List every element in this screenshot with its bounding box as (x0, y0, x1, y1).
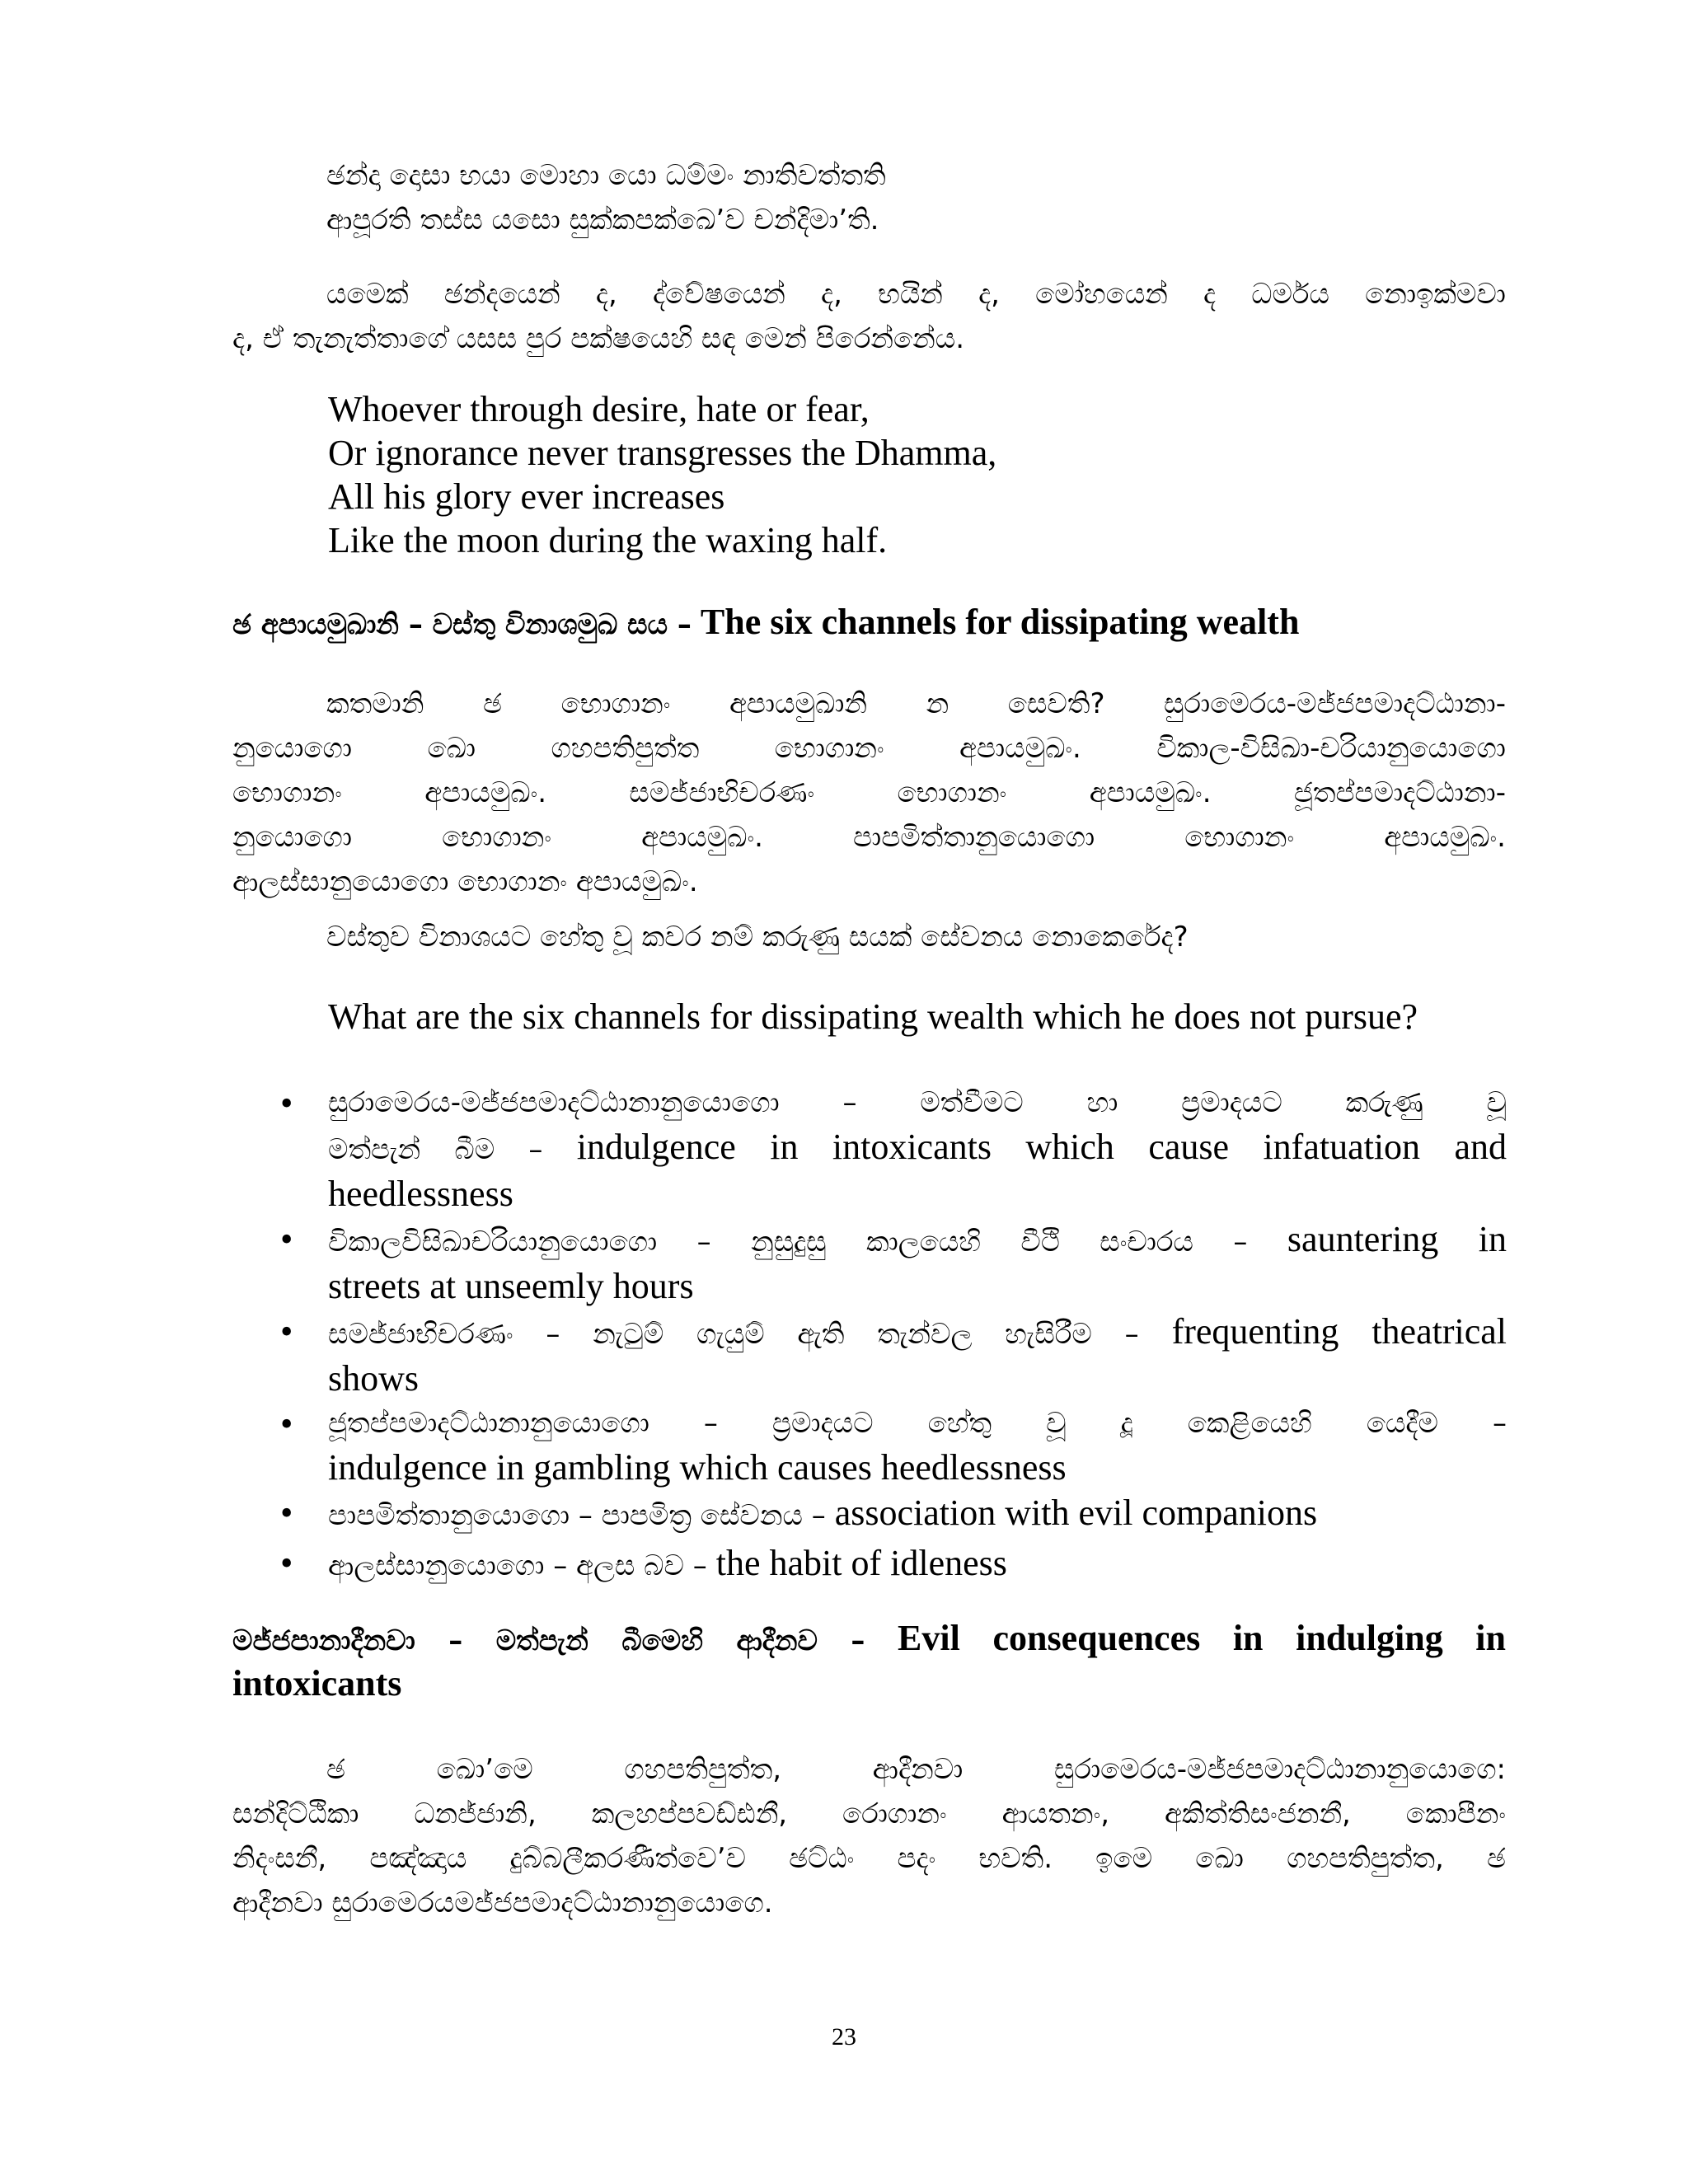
section-heading-line (232, 1617, 1506, 1662)
list-item-line: heedlessness (328, 1174, 513, 1214)
section-heading-sinhala: ඡ අපායමුඛානි – වස්තු විනාශමුඛ සය – (232, 608, 692, 641)
paragraph-line: නුයොගො භොගානං අපායමුඛං. පාපමිත්තානුයොගො භොගානං අපායමුඛං. (232, 821, 1506, 854)
sinhala-question-text: වස්තුව විනාශයට හේතු වූ කවර නම් කරුණු සයක් සේවනය නොකෙරේද? (326, 921, 1189, 954)
paragraph-line: භොගානං අපායමුඛං. සමජ්ජාභිචරණං භොගානං අපායමුඛං. ජූතප්පමාදට්ඨානා- (232, 776, 1506, 809)
six-channels-list (280, 1081, 1507, 1588)
english-verse-line: Whoever through desire, hate or fear, (328, 389, 870, 429)
list-item (280, 1310, 1507, 1400)
list-item-sinhala: පාපමිත්තානුයොගො – පාපමිත්‍ර සේවනය – (328, 1499, 826, 1532)
section-heading-english: Evil consequences in indulging in (898, 1618, 1507, 1658)
paragraph-line: කතමානි ඡ භොගානං අපායමුඛානි න සෙවති? සුරාමෙරය-මජ්ජපමාදට්ඨානා- (326, 687, 1506, 720)
list-item-sinhala: විකාලවිසිඛාචරියානුයොගො – නුසුදුසු කාලයෙහි වීථි සංචාරය – (328, 1226, 1248, 1258)
list-item-english: the habit of idleness (715, 1543, 1007, 1583)
list-item-line (328, 1217, 1507, 1264)
section-heading-evil-consequences (232, 1617, 1506, 1705)
paragraph-line: ද, ඒ තැනැත්තාගේ යසස පුර පක්ෂයෙහි සඳ මෙන් පිරෙන්නේය. (232, 322, 965, 355)
english-verse-line: Or ignorance never transgresses the Dhamma, (328, 433, 997, 473)
paragraph-line: ඡ ඛො’මෙ ගහපතිපුත්ත, ආදීනවා සුරාමෙරය-මජ්ජපමාදට්ඨානානුයොගෙ: (326, 1753, 1506, 1786)
list-item-line (328, 1310, 1507, 1357)
english-verse (328, 387, 996, 562)
paragraph-line: ආදීනවා සුරාමෙරයමජ්ජපමාදට්ඨානානුයොගෙ. (232, 1886, 773, 1919)
list-item (280, 1217, 1507, 1308)
list-item-english: frequenting theatrical (1171, 1311, 1507, 1352)
pali-paragraph (232, 682, 1506, 904)
list-item-line: සුරාමෙරය-මජ්ජපමාදට්ඨානානුයොගො – මත්වීමට හා ප්‍රමාදයට කරුණු වූ (328, 1086, 1507, 1119)
list-item-line (328, 1125, 1507, 1172)
list-item-sinhala: සමජ්ජාභිචරණං – නැටුම් ගැයුම් ඇති තැන්වල හැසිරීම – (328, 1318, 1139, 1351)
section-heading-english: The six channels for dissipating wealth (700, 602, 1300, 642)
pali-paragraph (232, 1747, 1506, 1925)
sinhala-question (326, 915, 1189, 959)
paragraph-line: නිදංසනී, පඤ්ඤාය දුබ්බලීකරණීත්වෙ’ව ඡට්ඨං පදං භවති. ඉමෙ ඛො ගහපතිපුත්ත, ඡ (232, 1842, 1506, 1875)
list-item (280, 1402, 1507, 1489)
pali-verse-line: ඡන්දා දොසා භයා මොහා යො ධම්මං නාතිවත්තති (326, 159, 886, 192)
bullet-icon: • (280, 1493, 293, 1533)
section-heading-line: intoxicants (232, 1663, 402, 1704)
english-verse-line: Like the moon during the waxing half. (328, 520, 888, 560)
bullet-icon: • (280, 1404, 293, 1444)
section-heading-six-channels (232, 601, 1299, 646)
paragraph-line: ආලස්සානුයොගො භොගානං අපායමුඛං. (232, 865, 698, 898)
paragraph-line: සන්දිට්ඨිකා ධනජ්ජානි, කලහප්පවඩ්ඪනී, රොගානං ආයතනං, අකිත්තිසංජනනී, කොපීනං (232, 1797, 1506, 1830)
list-item-sinhala: ආලස්සානුයොගො – අලස බව – (328, 1549, 707, 1582)
list-item (280, 1491, 1507, 1538)
bullet-icon: • (280, 1083, 293, 1123)
english-verse-line: All his glory ever increases (328, 476, 725, 517)
paragraph-line: යමෙක් ඡන්දයෙන් ද, ද්වේෂයෙන් ද, භයින් ද, මෝහයෙන් ද ධර්මය නොඉක්මවා (326, 278, 1506, 311)
page-number: 23 (832, 2023, 856, 2050)
list-item (280, 1081, 1507, 1216)
section-heading-sinhala: මජ්ජපානාදීනවා – මත්පැන් බීමෙහි ආදීනව – (232, 1624, 865, 1657)
bullet-icon: • (280, 1543, 293, 1583)
sinhala-verse-translation (232, 272, 1506, 361)
list-item-english: indulgence in intoxicants which cause infatuation and (576, 1127, 1507, 1167)
list-item-english: sauntering in (1287, 1219, 1507, 1259)
bullet-icon: • (280, 1311, 293, 1352)
list-item-line: streets at unseemly hours (328, 1266, 694, 1306)
english-question-text: What are the six channels for dissipating wealth which he does not pursue? (328, 996, 1418, 1037)
list-item-english: association with evil companions (834, 1493, 1318, 1533)
bullet-icon: • (280, 1219, 293, 1259)
list-item-line: ජූතප්පමාදට්ඨානානුයොගො – ප්‍රමාදයට හේතු වූ දූ කෙළියෙහි යෙදීම – (328, 1407, 1507, 1440)
pali-verse-line: ආපූරති තස්ස යසො සුක්කපක්ඛෙ’ව චන්දිමා’ති. (326, 204, 879, 237)
list-item (280, 1541, 1507, 1588)
paragraph-line: නුයොගො ඛො ගහපතිපුත්ත භොගානං අපායමුඛං. විකාල-විසිඛා-චරියානුයොගො (232, 732, 1506, 765)
list-item-line: shows (328, 1358, 420, 1399)
english-question (328, 996, 1418, 1038)
list-item-sinhala: මත්පැන් බීම – (328, 1133, 543, 1166)
pali-verse (326, 153, 886, 242)
list-item-line: indulgence in gambling which causes heedlessness (328, 1447, 1067, 1488)
